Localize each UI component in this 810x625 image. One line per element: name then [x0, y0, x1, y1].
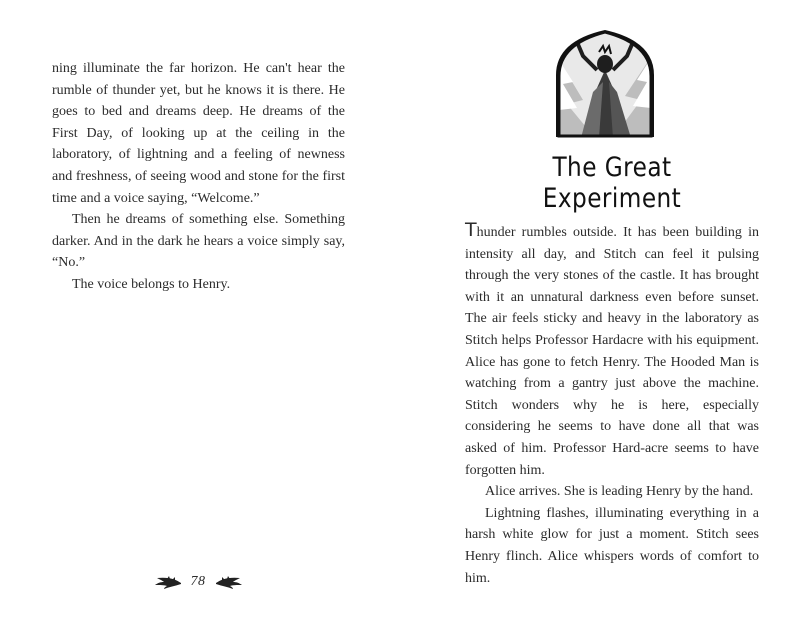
left-page-text — [52, 58, 345, 296]
left-paragraph-2: Then he dreams of something else. Something darker. And in the dark he hears a voice simply say, “No.” — [52, 212, 345, 271]
page-number: 78 — [190, 574, 206, 589]
right-paragraph-3: Lightning flashes, illuminating everything in a harsh white glow for just a moment. Stitch sees Henry flinch. Alice whispers words of comfort to him. — [465, 505, 759, 586]
right-page-text — [465, 219, 759, 589]
left-paragraph-1: ning illuminate the far horizon. He can't hear the rumble of thunder yet, but he knows it is there. He goes to bed and dreams deep. He dreams of the First Day, of looking up at the ceiling in the laboratory, of lightning and a feeling of newness and freshness, of seeing wood and stone for the first time and a voice saying, “Welcome.” — [52, 61, 345, 206]
left-paragraph-3: The voice belongs to Henry. — [72, 276, 231, 292]
chapter-title: The Great Experiment — [542, 152, 682, 214]
bat-wing-ornament-left-icon — [155, 575, 181, 589]
right-paragraph-1 — [465, 219, 759, 481]
right-paragraph-1-body: hunder rumbles outside. It has been building in intensity all day, and Stitch can feel it pulsing through the very stones of the castle. It has brought with it an unnatural darkness even before sunset. The air feels sticky and heavy in the laboratory as Stitch helps Professor Hardacre with his equipment. Alice has gone to fetch Henry. The Hooded Man is watching from a gantry just above the machine. Stitch wonders why he is here, especially considering he seems to have done all that was asked of him. Professor Hard-acre seems to have forgotten him. — [465, 225, 759, 478]
right-paragraph-2: Alice arrives. She is leading Henry by the hand. — [485, 484, 754, 500]
right-page — [405, 0, 810, 625]
drop-cap: T — [465, 219, 477, 241]
bat-wing-ornament-right-icon — [216, 575, 242, 589]
page-folio — [153, 571, 243, 593]
gothic-arch-figure-icon — [553, 30, 657, 138]
